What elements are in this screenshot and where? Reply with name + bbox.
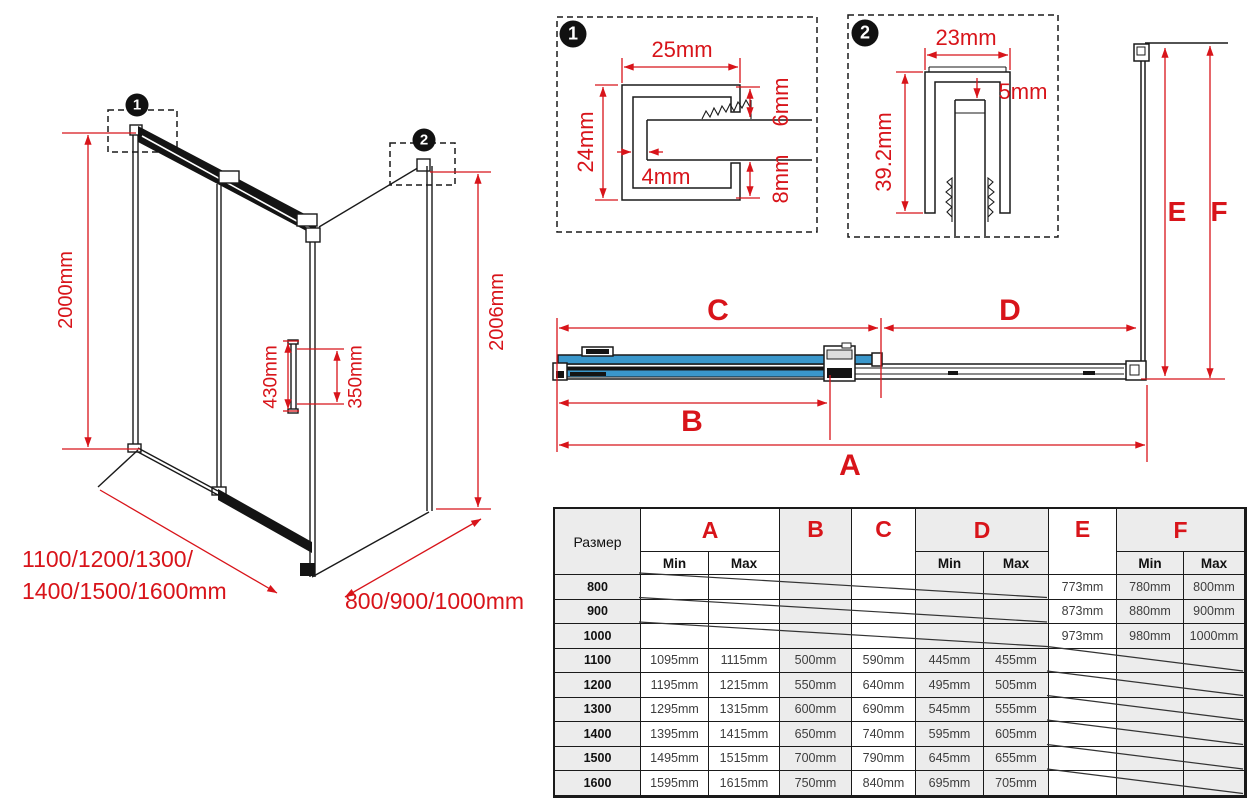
table-cell xyxy=(709,624,780,649)
table-cell xyxy=(1117,747,1184,772)
detail1-bottom-lip-label: 8mm xyxy=(768,154,793,204)
table-cell xyxy=(709,600,780,625)
col-header-size: Размер xyxy=(555,509,641,575)
size-table xyxy=(553,507,1247,798)
table-cell xyxy=(1049,771,1117,796)
iso-view xyxy=(98,110,455,577)
table-cell xyxy=(1049,722,1117,747)
detail-1-badge: 1 xyxy=(560,21,587,48)
row-size: 1500 xyxy=(555,747,641,772)
table-cell: 455mm xyxy=(984,649,1049,674)
table-cell xyxy=(641,600,709,625)
table-cell xyxy=(780,575,852,600)
subheader-f-min: Min xyxy=(1117,552,1184,575)
table-cell xyxy=(1184,722,1245,747)
table-cell xyxy=(1184,698,1245,723)
detail2-gap-label: 5mm xyxy=(998,79,1048,104)
table-cell: 1215mm xyxy=(709,673,780,698)
table-cell xyxy=(1117,722,1184,747)
plan-dim-b: B xyxy=(681,405,703,438)
subheader-a-min: Min xyxy=(641,552,709,575)
table-cell: 980mm xyxy=(1117,624,1184,649)
table-cell xyxy=(780,600,852,625)
row-size: 1600 xyxy=(555,771,641,796)
table-cell xyxy=(852,624,916,649)
table-cell: 1615mm xyxy=(709,771,780,796)
detail-2-badge: 2 xyxy=(852,20,879,47)
width-options-label xyxy=(22,543,227,607)
row-size: 1300 xyxy=(555,698,641,723)
subheader-d-max: Max xyxy=(984,552,1049,575)
table-cell xyxy=(641,575,709,600)
subheader-d-min: Min xyxy=(916,552,984,575)
dim-handle-spacing: 350mm xyxy=(345,345,367,409)
row-size: 1200 xyxy=(555,673,641,698)
table-cell: 1095mm xyxy=(641,649,709,674)
table-cell: 973mm xyxy=(1049,624,1117,649)
plan-dim-f: F xyxy=(1210,196,1228,227)
callout-badge-1: 1 xyxy=(126,94,149,117)
table-cell: 873mm xyxy=(1049,600,1117,625)
table-cell xyxy=(1049,649,1117,674)
detail1-gap-label: 4mm xyxy=(641,164,691,189)
col-header-f: F xyxy=(1117,509,1245,552)
table-cell: 1195mm xyxy=(641,673,709,698)
plan-dimensions xyxy=(557,46,1228,462)
table-cell xyxy=(1049,673,1117,698)
table-cell xyxy=(641,624,709,649)
table-cell: 1495mm xyxy=(641,747,709,772)
table-cell: 550mm xyxy=(780,673,852,698)
table-cell xyxy=(1184,673,1245,698)
table-cell xyxy=(852,575,916,600)
table-cell: 1315mm xyxy=(709,698,780,723)
callout-badge-2: 2 xyxy=(413,129,436,152)
table-cell xyxy=(916,624,984,649)
width-options-line1: 1100/1200/1300/ xyxy=(22,546,193,572)
table-cell: 740mm xyxy=(852,722,916,747)
detail1-width-label: 25mm xyxy=(651,37,713,62)
table-cell: 1115mm xyxy=(709,649,780,674)
dim-height-right: 2006mm xyxy=(486,273,508,351)
table-cell xyxy=(1184,771,1245,796)
col-header-a: A xyxy=(641,509,780,552)
table-cell: 773mm xyxy=(1049,575,1117,600)
row-size: 800 xyxy=(555,575,641,600)
dim-height-left: 2000mm xyxy=(55,251,77,329)
row-size: 1400 xyxy=(555,722,641,747)
table-cell: 495mm xyxy=(916,673,984,698)
table-cell: 790mm xyxy=(852,747,916,772)
table-cell xyxy=(916,575,984,600)
plan-dim-e: E xyxy=(1167,196,1187,227)
table-cell xyxy=(984,575,1049,600)
table-cell: 590mm xyxy=(852,649,916,674)
plan-dim-d: D xyxy=(999,294,1021,327)
row-size: 900 xyxy=(555,600,641,625)
table-cell xyxy=(1184,747,1245,772)
table-cell: 1395mm xyxy=(641,722,709,747)
table-cell xyxy=(1117,771,1184,796)
table-cell xyxy=(780,624,852,649)
width-options-line2: 1400/1500/1600mm xyxy=(22,578,227,604)
row-size: 1000 xyxy=(555,624,641,649)
detail2-width-label: 23mm xyxy=(935,25,997,50)
table-cell: 880mm xyxy=(1117,600,1184,625)
table-cell: 695mm xyxy=(916,771,984,796)
table-cell: 500mm xyxy=(780,649,852,674)
table-cell: 640mm xyxy=(852,673,916,698)
table-cell xyxy=(984,624,1049,649)
table-cell: 645mm xyxy=(916,747,984,772)
dim-handle-total: 430mm xyxy=(260,345,282,409)
table-cell: 705mm xyxy=(984,771,1049,796)
table-cell xyxy=(1117,673,1184,698)
table-cell: 650mm xyxy=(780,722,852,747)
table-cell xyxy=(984,600,1049,625)
table-cell: 1415mm xyxy=(709,722,780,747)
table-cell: 545mm xyxy=(916,698,984,723)
table-cell xyxy=(709,575,780,600)
col-header-d: D xyxy=(916,509,1049,552)
detail2-height-label: 39.2mm xyxy=(871,112,896,192)
table-cell: 750mm xyxy=(780,771,852,796)
table-cell: 605mm xyxy=(984,722,1049,747)
table-cell xyxy=(1117,698,1184,723)
table-cell: 595mm xyxy=(916,722,984,747)
table-cell: 505mm xyxy=(984,673,1049,698)
row-size: 1100 xyxy=(555,649,641,674)
table-cell xyxy=(1049,747,1117,772)
subheader-f-max: Max xyxy=(1184,552,1245,575)
table-cell: 445mm xyxy=(916,649,984,674)
plan-dim-a: A xyxy=(839,449,861,482)
table-cell: 600mm xyxy=(780,698,852,723)
col-header-c: C xyxy=(852,509,916,575)
table-cell xyxy=(1049,698,1117,723)
table-cell: 1295mm xyxy=(641,698,709,723)
subheader-a-max: Max xyxy=(709,552,780,575)
table-cell: 1000mm xyxy=(1184,624,1245,649)
table-cell: 1595mm xyxy=(641,771,709,796)
table-cell: 700mm xyxy=(780,747,852,772)
table-cell: 555mm xyxy=(984,698,1049,723)
table-cell: 840mm xyxy=(852,771,916,796)
table-cell: 800mm xyxy=(1184,575,1245,600)
table-cell xyxy=(916,600,984,625)
table-cell: 900mm xyxy=(1184,600,1245,625)
table-cell xyxy=(1184,649,1245,674)
col-header-b: B xyxy=(780,509,852,575)
table-cell xyxy=(852,600,916,625)
col-header-e: E xyxy=(1049,509,1117,575)
plan-dim-c: C xyxy=(707,294,729,327)
table-cell xyxy=(1117,649,1184,674)
table-cell: 780mm xyxy=(1117,575,1184,600)
detail1-height-label: 24mm xyxy=(573,111,598,173)
depth-options-label: 800/900/1000mm xyxy=(345,588,525,614)
table-cell: 655mm xyxy=(984,747,1049,772)
detail1-top-lip-label: 6mm xyxy=(768,77,793,127)
table-cell: 690mm xyxy=(852,698,916,723)
table-cell: 1515mm xyxy=(709,747,780,772)
